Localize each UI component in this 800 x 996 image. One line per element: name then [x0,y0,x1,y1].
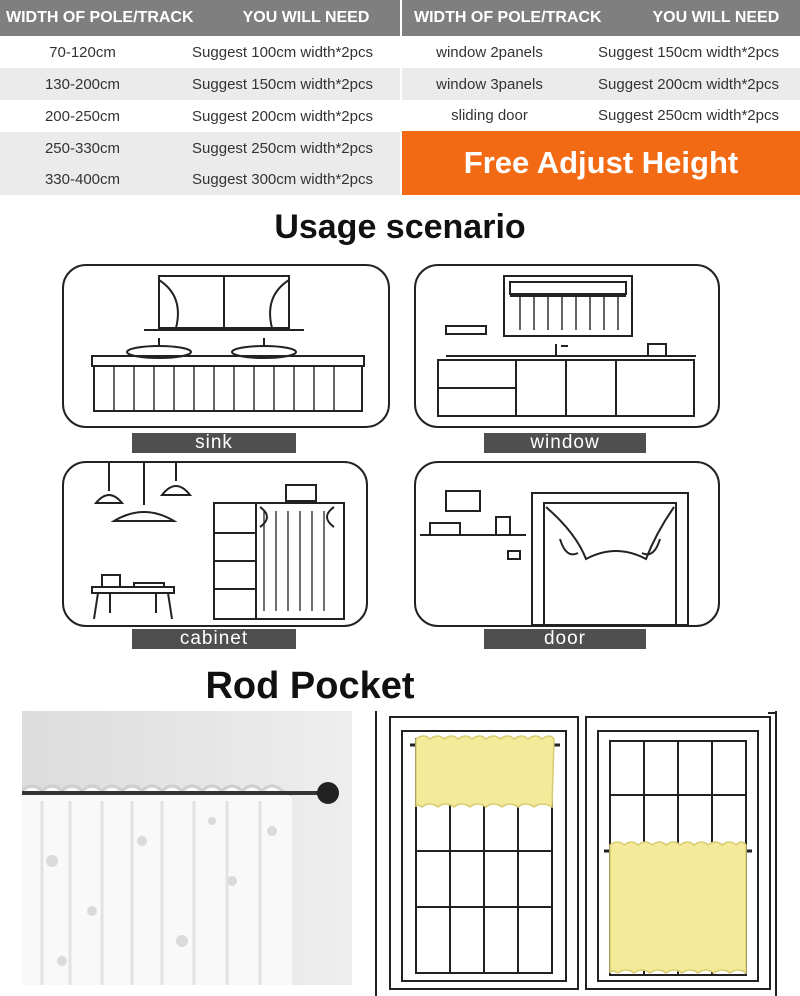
size-table-right [402,0,800,131]
table-cell: Suggest 250cm width*2pcs [598,107,779,124]
header-width: WIDTH OF POLE/TRACK [6,9,194,26]
table-cell: 330-400cm [44,171,121,188]
cabinet-illustration [64,463,366,625]
header-need: YOU WILL NEED [242,9,370,26]
rod-pocket-diagram [372,711,784,996]
table-cell: Suggest 150cm width*2pcs [192,75,373,93]
table-cell: Suggest 150cm width*2pcs [598,43,779,61]
table-cell: Suggest 250cm width*2pcs [192,139,373,157]
scene-card-cabinet [62,461,368,627]
table-cell: 70-120cm [49,43,116,61]
door-illustration [416,463,718,625]
window-illustration [416,266,718,426]
table-cell: window 2panels [436,43,543,61]
table-cell: 200-250cm [44,107,121,125]
scene-card-window [414,264,720,428]
table-row [0,164,400,195]
sheer-curtain-photo [22,711,352,985]
table-row [402,68,800,100]
table-cell: 130-200cm [44,75,121,93]
header-width: WIDTH OF POLE/TRACK [414,9,602,26]
table-cell: 250-330cm [44,139,121,157]
rod-pocket-title: Rod Pocket [205,665,415,707]
header-need: YOU WILL NEED [652,9,780,26]
free-adjust-banner: Free Adjust Height [402,131,800,195]
table-cell: Suggest 200cm width*2pcs [598,75,779,93]
scene-card-sink [62,264,390,428]
table-cell: sliding door [451,107,528,124]
table-header [0,0,400,36]
table-row [402,36,800,68]
table-cell: Suggest 200cm width*2pcs [192,107,373,125]
table-cell: Suggest 300cm width*2pcs [192,171,373,188]
table-header [402,0,800,36]
table-row [402,100,800,131]
usage-title: Usage scenario [274,208,526,246]
table-row [0,68,400,100]
table-row [0,132,400,164]
scene-label-cabinet: cabinet [132,629,296,649]
table-row [0,100,400,132]
table-cell: Suggest 100cm width*2pcs [192,43,373,61]
table-row [0,36,400,68]
sink-illustration [64,266,388,426]
scene-label-window: window [484,433,646,453]
scene-label-sink: sink [132,433,296,453]
scene-card-door [414,461,720,627]
scene-label-door: door [484,629,646,649]
size-table-left [0,0,400,195]
table-cell: window 3panels [436,75,543,93]
